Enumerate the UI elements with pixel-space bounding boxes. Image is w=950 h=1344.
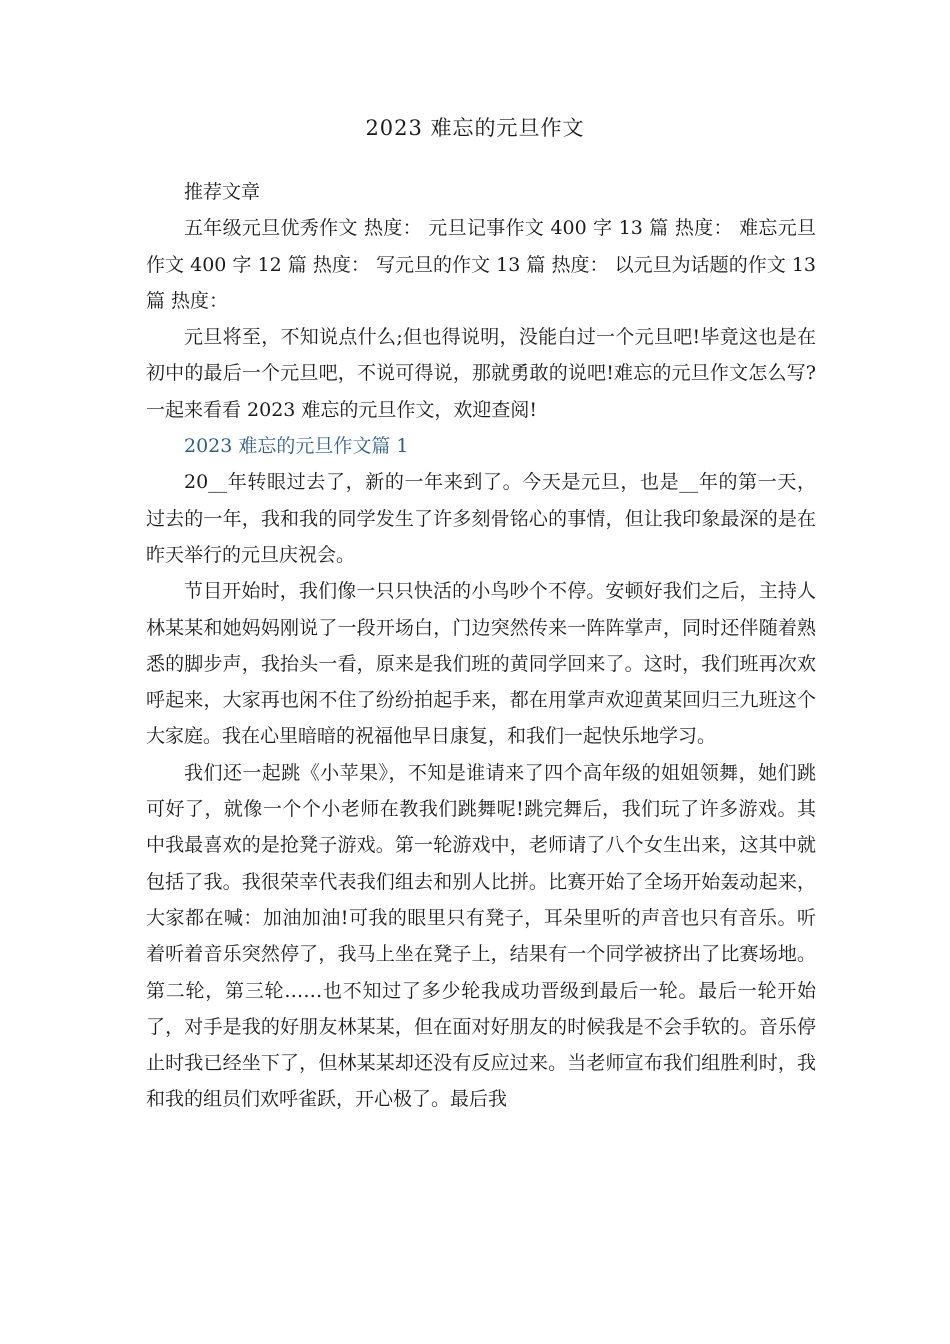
document-body	[146, 174, 816, 1118]
body-paragraph: 20__年转眼过去了，新的一年来到了。今天是元旦，也是__年的第一天，过去的一年，我和我的同学发生了许多刻骨铭心的事情，但让我印象最深的是在昨天举行的元旦庆祝会。	[146, 471, 816, 566]
body-paragraph: 我们还一起跳《小苹果》，不知是谁请来了四个高年级的姐姐领舞，她们跳可好了，就像一个个小老师在教我们跳舞呢!跳完舞后，我们玩了许多游戏。其中我最喜欢的是抢凳子游戏。第一轮游戏中，老师请了八个女生出来，这其中就包括了我。我很荣幸代表我们组去和别人比拼。比赛开始了全场开始轰动起来，大家都在喊：加油加油!可我的眼里只有凳子，耳朵里听的声音也只有音乐。听着听着音乐突然停了，我马上坐在凳子上，结果有一个同学被挤出了比赛场地。第二轮，第三轮……也不知过了多少轮我成功晋级到最后一轮。最后一轮开始了，对手是我的好朋友林某某，但在面对好朋友的时候我是不会手软的。音乐停止时我已经坐下了，但林某某却还没有反应过来。当老师宣布我们组胜利时，我和我的组员们欢呼雀跃，开心极了。最后我	[146, 761, 816, 1111]
body-paragraph: 节目开始时，我们像一只只快活的小鸟吵个不停。安顿好我们之后，主持人林某某和她妈妈刚说了一段开场白，门边突然传来一阵阵掌声，同时还伴随着熟悉的脚步声，我抬头一看，原来是我们班的黄同学回来了。这时，我们班再次欢呼起来，大家再也闲不住了纷纷拍起手来，都在用掌声欢迎黄某回归三九班这个大家庭。我在心里暗暗的祝福他早日康复，和我们一起快乐地学习。	[146, 580, 816, 748]
section-heading: 2023 难忘的元旦作文篇 1	[184, 435, 409, 458]
recommend-label: 推荐文章	[184, 181, 261, 203]
document-title: 2023 难忘的元旦作文	[365, 116, 585, 140]
recommend-list: 五年级元旦优秀作文 热度： 元旦记事作文 400 字 13 篇 热度： 难忘元旦作文 400 字 12 篇 热度： 写元旦的作文 13 篇 热度： 以元旦为话题的作文 13 篇 热度：	[146, 217, 816, 312]
intro-paragraph: 元旦将至，不知说点什么;但也得说明，没能白过一个元旦吧!毕竟这也是在初中的最后一个元旦吧，不说可得说，那就勇敢的说吧!难忘的元旦作文怎么写?一起来看看 2023 难忘的元旦作文，欢迎查阅!	[146, 326, 816, 421]
